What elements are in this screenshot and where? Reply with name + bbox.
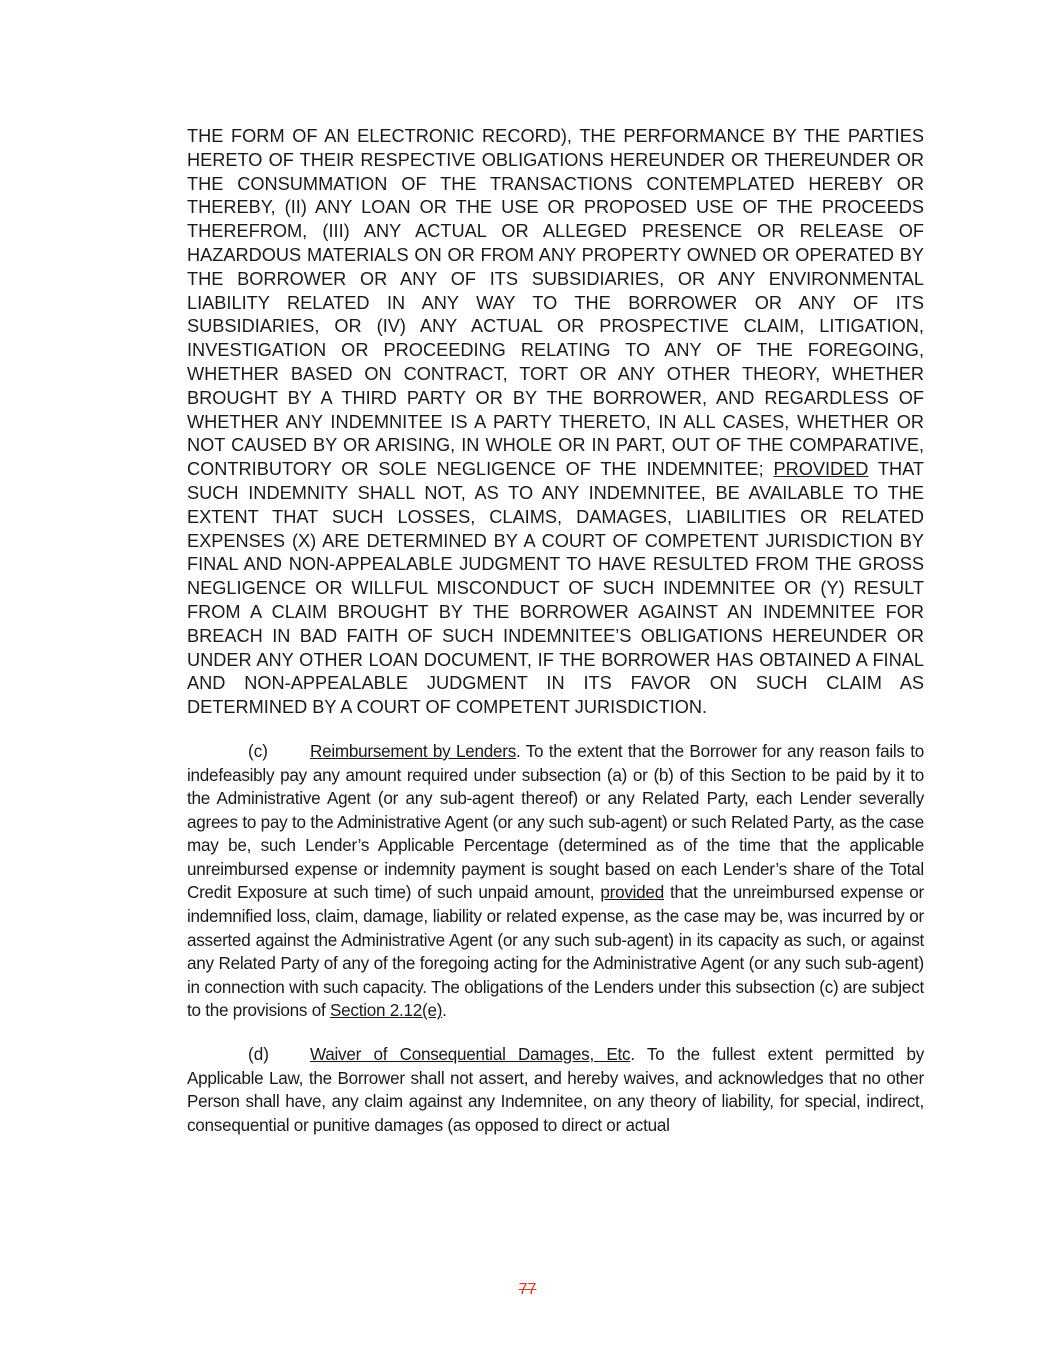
indemnity-text-part1: THE FORM OF AN ELECTRONIC RECORD), THE PERFORMANCE BY THE PARTIES HERETO OF THEIR RESPECTIVE OBLIGATIONS HEREUNDER OR THEREUNDER OR THE CONSUMMATION OF THE TRANSACTIONS CONTEMPLATED HEREBY OR THEREBY, (II) ANY LOAN OR THE USE OR PROPOSED USE OF THE PROCEEDS THEREFROM, (III) ANY ACTUAL OR ALLEGED PRESENCE OR RELEASE OF HAZARDOUS MATERIALS ON OR FROM ANY PROPERTY OWNED OR OPERATED BY THE BORROWER OR ANY OF ITS SUBSIDIARIES, OR ANY ENVIRONMENTAL LIABILITY RELATED IN ANY WAY TO THE BORROWER OR ANY OF ITS SUBSIDIARIES, OR (IV) ANY ACTUAL OR PROSPECTIVE CLAIM, LITIGATION, INVESTIGATION OR PROCEEDING RELATING TO ANY OF THE FOREGOING, WHETHER BASED ON CONTRACT, TORT OR ANY OTHER THEORY, WHETHER BROUGHT BY A THIRD PARTY OR BY THE BORROWER, AND REGARDLESS OF WHETHER ANY INDEMNITEE IS A PARTY THERETO, IN ALL CASES, WHETHER OR NOT CAUSED BY OR ARISING, IN WHOLE OR IN PART, OUT OF THE COMPARATIVE, CONTRIBUTORY OR SOLE NEGLIGENCE OF THE INDEMNITEE;: [187, 126, 924, 480]
section-c-text3: .: [442, 1001, 447, 1021]
indemnity-text-part2: THAT SUCH INDEMNITY SHALL NOT, AS TO ANY INDEMNITEE, BE AVAILABLE TO THE EXTENT THAT SUCH LOSSES, CLAIMS, DAMAGES, LIABILITIES OR RELATED EXPENSES (X) ARE DETERMINED BY A COURT OF COMPETENT JURISDICTION BY FINAL AND NON-APPEALABLE JUDGMENT TO HAVE RESULTED FROM THE GROSS NEGLIGENCE OR WILLFUL MISCONDUCT OF SUCH INDEMNITEE OR (Y) RESULT FROM A CLAIM BROUGHT BY THE BORROWER AGAINST AN INDEMNITEE FOR BREACH IN BAD FAITH OF SUCH INDEMNITEE’S OBLIGATIONS HEREUNDER OR UNDER ANY OTHER LOAN DOCUMENT, IF THE BORROWER HAS OBTAINED A FINAL AND NON-APPEALABLE JUDGMENT IN ITS FAVOR ON SUCH CLAIM AS DETERMINED BY A COURT OF COMPETENT JURISDICTION.: [187, 459, 925, 718]
section-c-label: (c): [248, 741, 268, 761]
section-d-label: (d): [248, 1045, 269, 1065]
section-d-paragraph: [187, 1043, 924, 1137]
page-number: 77: [518, 1281, 537, 1298]
section-ref-2-12e: Section 2.12(e): [329, 1001, 443, 1021]
section-c-text1: . To the extent that the Borrower for any reason fails to indefeasibly pay any amount required under subsection (a) or (b) of this Section to be paid by it to the Administrative Agent (or any sub-agent thereof) or any Related Party, each Lender severally agrees to pay to the Administrative Agent (or any such sub-agent) or such Related Party, as the case may be, such Lender’s Applicable Percentage (determined as of the time that the applicable unreimbursed expense or indemnity payment is sought based on each Lender’s share of the Total Credit Exposure at such time) of such unpaid amount,: [187, 741, 924, 903]
indemnity-paragraph: [187, 125, 924, 720]
section-c-paragraph: [187, 740, 924, 1023]
document-page: [187, 125, 924, 1137]
section-c-provided: provided: [600, 883, 664, 903]
section-d-heading: Waiver of Consequential Damages, Etc: [310, 1045, 631, 1065]
section-d-text1: . To the fullest extent permitted by Applicable Law, the Borrower shall not assert, and hereby waives, and acknowledges that no other Person shall have, any claim against any Indemnitee, on any theory of liability, for special, indirect, consequential or punitive damages (as opposed to direct or actual: [187, 1045, 925, 1135]
section-c-text2: that the unreimbursed expense or indemnified loss, claim, damage, liability or related expense, as the case may be, was incurred by or asserted against the Administrative Agent (or any such sub-agent) in its capacity as such, or against any Related Party of any of the foregoing acting for the Administrative Agent (or any such sub-agent) in connection with such capacity. The obligations of the Lenders under this subsection (c) are subject to the provisions of: [187, 883, 924, 1021]
section-c-heading: Reimbursement by Lenders: [310, 741, 516, 761]
provided-term: PROVIDED: [773, 459, 869, 480]
